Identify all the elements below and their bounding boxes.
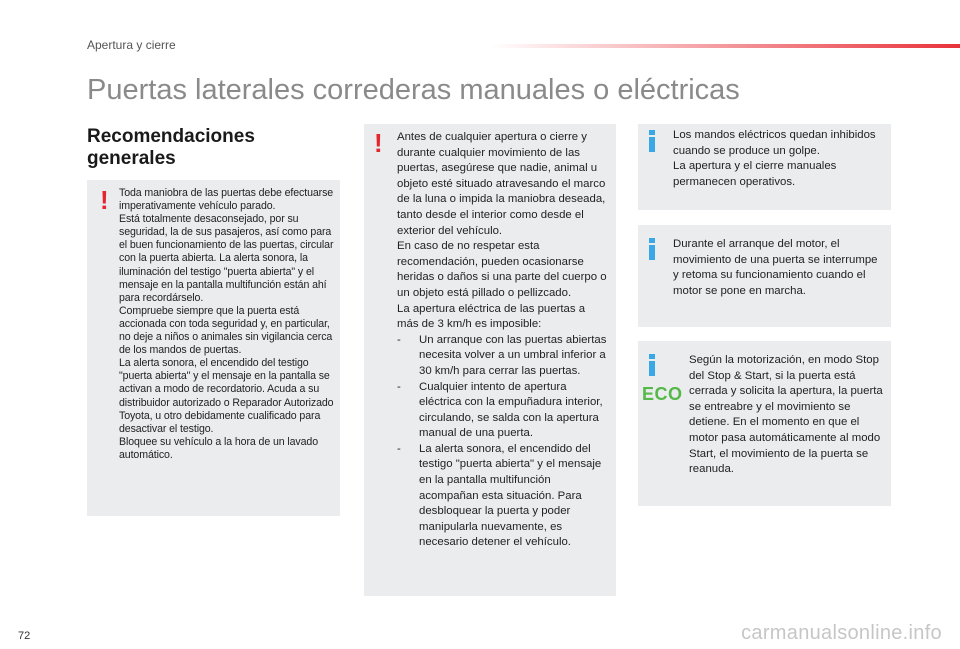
exclamation-warning-icon: !	[374, 128, 383, 158]
header-accent-rule	[490, 44, 960, 48]
info-icon	[649, 354, 655, 376]
section-heading: Recomendaciones generales	[87, 126, 255, 169]
warning-middle-text	[397, 130, 609, 551]
info2-text: Durante el arranque del motor, el movimiento de una puerta se interrumpe y retoma su funcionamiento cuando el motor se pone en marcha.	[673, 238, 878, 297]
page-number: 72	[18, 630, 31, 642]
page-title: Puertas laterales correderas manuales o eléctricas	[87, 74, 740, 106]
watermark: carmanualsonline.info	[741, 622, 942, 644]
warning-left-text: Toda maniobra de las puertas debe efectuarse imperativamente vehículo parado. Está totalmente desaconsejado, por su seguridad, la de sus pasajeros, así como para el buen funcionamiento de las puertas, circular con la puerta abierta. La alerta sonora, la iluminación del testigo "puerta abierta" y el mensaje en la pantalla multifunción están ahí para recordárselo. Compruebe siempre que la puerta está accionada con toda seguridad y, en particular, no deje a niños o animales sin vigilancia cerca de los mandos de puertas. La alerta sonora, el encendido del testigo "puerta abierta" y el mensaje en la pantalla se activan a modo de recordatorio. Acuda a su distribuidor autorizado o Reparador Autorizado Toyota, u otro debidamente cualificado para desactivar el testigo. Bloquee su vehículo a la hora de un lavado automático.	[119, 187, 334, 461]
warning-middle-intro: Antes de cualquier apertura o cierre y durante cualquier movimiento de las puertas, asegúrese que nadie, animal u objeto esté situado atravesando el marco de la luna o impida la maniobra deseada, tanto desde el interior como desde el exterior del vehículo. En caso de no respetar esta recomendación, pueden ocasionarse heridas o daños si una parte del cuerpo o un objeto está pillado o pellizcado. La apertura eléctrica de las puertas a más de 3 km/h es imposible:	[397, 131, 607, 331]
list-item: - Un arranque con las puertas abiertas necesita volver a un umbral inferior a 30 km/h para cerrar las puertas.	[397, 333, 609, 380]
info3-text: Según la motorización, en modo Stop del Stop & Start, si la puerta está cerrada y solicita la apertura, la puerta se entreabre y el movimiento se detiene. En el momento en que el motor pasa automáticamente al modo Start, el movimiento de la puerta se reanuda.	[689, 354, 883, 476]
list-item: - Cualquier intento de apertura eléctrica con la empuñadura interior, circulando, se salda con la apertura manual de una puerta.	[397, 380, 609, 442]
eco-label: ECO	[642, 384, 683, 404]
info1-text: Los mandos eléctricos quedan inhibidos cuando se produce un golpe. La apertura y el cierre manuales permanecen operativos.	[673, 129, 876, 188]
exclamation-warning-icon: !	[100, 185, 109, 215]
list-item: - La alerta sonora, el encendido del testigo "puerta abierta" y el mensaje en la pantalla multifunción acompañan esta situación. Para desbloquear la puerta y poder manipularla nuevamente, es necesario detener el vehículo.	[397, 442, 609, 551]
info-icon	[649, 238, 655, 260]
section-label: Apertura y cierre	[87, 38, 176, 52]
warning-middle-list	[397, 333, 609, 551]
info-icon	[649, 130, 655, 152]
